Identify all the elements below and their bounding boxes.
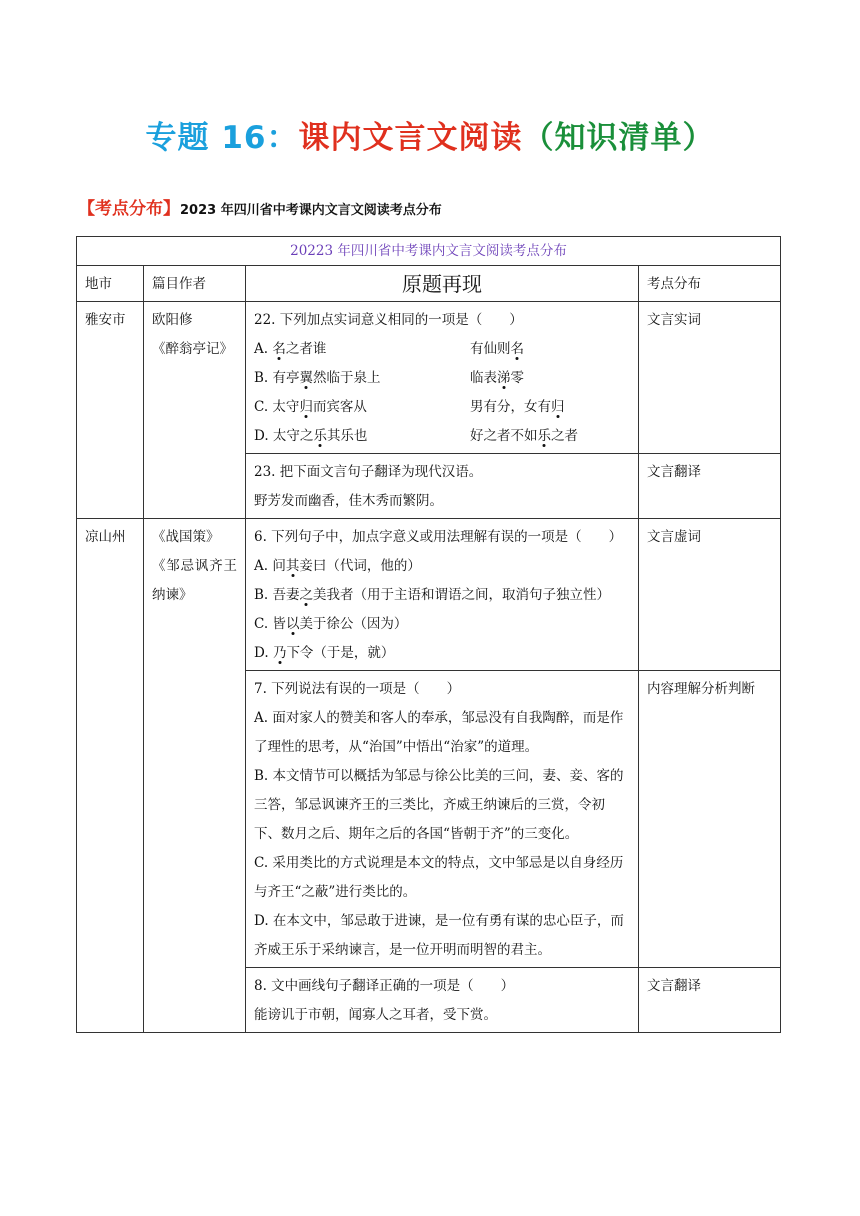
title-topic-number: 专题 16： — [145, 120, 299, 156]
point-cell: 文言虚词 — [639, 519, 781, 671]
question-line: 野芳发而幽香，佳木秀而繁阴。 — [254, 493, 443, 509]
point-cell: 文言翻译 — [639, 968, 781, 1033]
option-row: A. 名之者谁 有仙则名 — [254, 341, 524, 357]
question-stem: 7. 下列说法有误的一项是（ ） — [254, 681, 461, 697]
header-question: 原题再现 — [246, 266, 639, 302]
work-title: 《醉翁亭记》 — [152, 341, 233, 357]
question-line: 能谤讥于市朝，闻寡人之耳者，受下赏。 — [254, 1007, 497, 1023]
point-cell: 内容理解分析判断 — [639, 671, 781, 968]
author-cell — [144, 519, 246, 1033]
question-cell — [246, 454, 639, 519]
option-line: C. 皆以美于徐公（因为） — [254, 616, 408, 632]
option-line: B. 本文情节可以概括为邹忌与徐公比美的三问，妻、妾、客的三答，邹忌讽谏齐王的三类比，齐威王纳谏后的三赏，令初下、数月之后、期年之后的各国“皆朝于齐”的三变化。 — [254, 768, 624, 842]
page-title — [0, 112, 860, 157]
question-stem: 22. 下列加点实词意义相同的一项是（ ） — [254, 312, 523, 328]
section-tag: 【考点分布】 — [78, 199, 180, 219]
table-header-row — [77, 266, 781, 302]
question-cell — [246, 519, 639, 671]
point-cell: 文言实词 — [639, 302, 781, 454]
header-point: 考点分布 — [639, 266, 781, 302]
question-stem: 23. 把下面文言句子翻译为现代汉语。 — [254, 464, 483, 480]
section-heading — [78, 194, 442, 219]
table-row — [77, 519, 781, 671]
option-line: A. 问其妾曰（代词，他的） — [254, 558, 421, 574]
question-cell — [246, 671, 639, 968]
author-name: 欧阳修 — [152, 312, 193, 328]
header-author: 篇目作者 — [144, 266, 246, 302]
option-line: A. 面对家人的赞美和客人的奉承，邹忌没有自我陶醉，而是作了理性的思考，从“治国”中悟出“治家”的道理。 — [254, 710, 624, 755]
header-city: 地市 — [77, 266, 144, 302]
question-cell — [246, 302, 639, 454]
section-description: 2023 年四川省中考课内文言文阅读考点分布 — [180, 203, 442, 218]
option-line: D. 乃下令（于是，就） — [254, 645, 395, 661]
author-name: 《战国策》 — [152, 529, 220, 545]
table-caption-row — [77, 237, 781, 266]
table-row — [77, 302, 781, 454]
work-title: 《邹忌讽齐王纳谏》 — [152, 558, 237, 603]
table-caption: 20223 年四川省中考课内文言文阅读考点分布 — [77, 237, 781, 266]
city-cell: 雅安市 — [77, 302, 144, 519]
question-cell — [246, 968, 639, 1033]
option-line: B. 吾妻之美我者（用于主语和谓语之间，取消句子独立性） — [254, 587, 611, 603]
question-stem: 8. 文中画线句子翻译正确的一项是（ ） — [254, 978, 515, 994]
exam-point-table — [76, 236, 781, 1033]
option-line: D. 在本文中，邹忌敢于进谏，是一位有勇有谋的忠心臣子，而齐威王乐于采纳谏言，是一位开明而明智的君主。 — [254, 913, 624, 958]
title-subtitle: （知识清单） — [522, 120, 715, 156]
option-line: C. 采用类比的方式说理是本文的特点，文中邹忌是以自身经历与齐王“之蔽”进行类比的。 — [254, 855, 624, 900]
point-cell: 文言翻译 — [639, 454, 781, 519]
title-topic-name: 课内文言文阅读 — [298, 120, 523, 156]
author-cell — [144, 302, 246, 519]
city-cell: 凉山州 — [77, 519, 144, 1033]
option-row: B. 有亭翼然临于泉上 临表涕零 — [254, 370, 524, 386]
question-stem: 6. 下列句子中，加点字意义或用法理解有误的一项是（ ） — [254, 529, 623, 545]
option-row: C. 太守归而宾客从 男有分，女有归 — [254, 399, 565, 415]
option-row: D. 太守之乐其乐也 好之者不如乐之者 — [254, 428, 578, 444]
